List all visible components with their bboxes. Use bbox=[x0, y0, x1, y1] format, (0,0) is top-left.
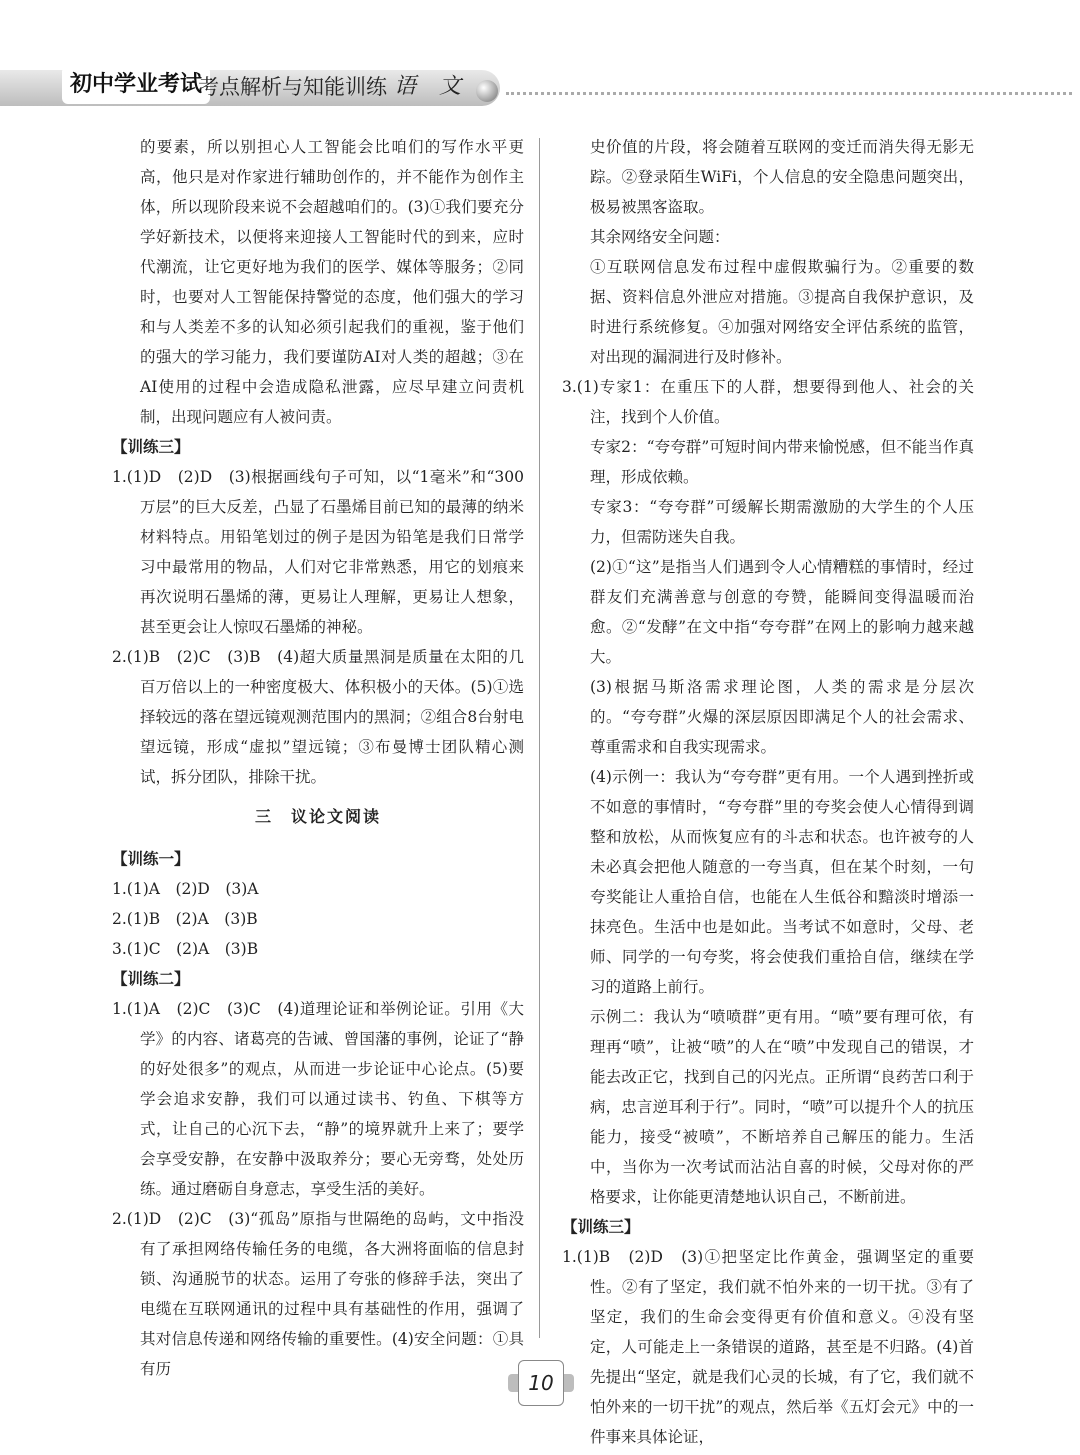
answer-item: 2.(1)D (2)C (3)“孤岛”原指与世隔绝的岛屿，文中指没有了承担网络传输任务的电缆，各大洲将面临的信息封锁、沟通脱节的状态。运用了夸张的修辞手法，突出了电缆在互联网通讯的过程中具有基础性的作用，强调了其对信息传递和网络传输的重要性。(4)安全问题：①具有历 bbox=[112, 1210, 524, 1378]
book-subtitle: 考点解析与知能训练 bbox=[198, 75, 387, 99]
section-heading: 【训练三】 bbox=[112, 438, 190, 456]
paragraph: (4)示例一：我认为“夸夸群”更有用。一个人遇到挫折或不如意的事情时，“夸夸群”里的夸奖会使人心情得到调整和放松，从而恢复应有的斗志和状态。也许被夸的人未必真会把他人随意的一夸当真，但在某个时刻，一句夸奖能让人重拾自信，也能在人生低谷和黯淡时增添一抹亮色。生活中也是如此。当考试不如意时，父母、老师、同学的一句夸奖，将会使我们重拾自信，继续在学习的道路上前行。 bbox=[590, 768, 974, 996]
answer-item: 3.(1)专家1：在重压下的人群，想要得到他人、社会的关注，找到个人价值。 bbox=[562, 378, 974, 426]
answer-item: 1.(1)B (2)D (3)①把坚定比作黄金，强调坚定的重要性。②有了坚定，我们就不怕外来的一切干扰。③有了坚定，我们的生命会变得更有价值和意义。④没有坚定，人可能走上一条错误的道路，甚至是不归路。(4)首先提出“坚定，就是我们心灵的长城，有了它，我们就不怕外来的一切干扰”的观点，然后举《五灯会元》中的一件事来具体论证， bbox=[562, 1248, 974, 1446]
subject-label: 语 文 bbox=[394, 74, 469, 99]
section-heading: 【训练三】 bbox=[562, 1218, 640, 1236]
series-title: 初中学业考试 bbox=[62, 66, 210, 104]
paragraph: 史价值的片段，将会随着互联网的变迁而消失得无影无踪。②登录陌生WiFi，个人信息的安全隐患问题突出，极易被黑客盗取。 bbox=[590, 138, 974, 216]
paragraph: 专家2：“夸夸群”可短时间内带来愉悦感，但不能当作真理，形成依赖。 bbox=[590, 438, 974, 486]
page-header bbox=[0, 62, 1080, 112]
left-column bbox=[112, 132, 524, 1384]
paragraph: 专家3：“夸夸群”可缓解长期需激励的大学生的个人压力，但需防迷失自我。 bbox=[590, 498, 974, 546]
paragraph: (3)根据马斯洛需求理论图，人类的需求是分层次的。“夸夸群”火爆的深层原因即满足个人的社会需求、尊重需求和自我实现需求。 bbox=[590, 678, 974, 756]
answer-item: 3.(1)C (2)A (3)B bbox=[112, 940, 259, 958]
answer-item: 1.(1)A (2)D (3)A bbox=[112, 880, 259, 898]
paragraph: 的要素，所以别担心人工智能会比咱们的写作水平更高，他只是对作家进行辅助创作的，并不能作为创作主体，所以现阶段来说不会超越咱们的。(3)①我们要充分学好新技术，以便将来迎接人工智能时代的到来，应时代潮流，让它更好地为我们的医学、媒体等服务；②同时，也要对人工智能保持警觉的态度，他们强大的学习和与人类差不多的认知必须引起我们的重视，鉴于他们的强大的学习能力，我们要谨防AI对人类的超越；③在AI使用的过程中会造成隐私泄露，应尽早建立问责机制，出现问题应有人被问责。 bbox=[140, 138, 524, 426]
paragraph: 示例二：我认为“喷喷群”更有用。“喷”要有理可依，有理再“喷”，让被“喷”的人在“喷”中发现自己的错误，才能去改正它，找到自己的闪光点。正所谓“良药苦口利于病，忠言逆耳利于行”。同时，“喷”可以提升个人的抗压能力，接受“被喷”，不断培养自己解压的能力。生活中，当你为一次考试而沾沾自喜的时候，父母对你的严格要求，让你能更清楚地认识自己，不断前进。 bbox=[590, 1008, 974, 1206]
section-heading: 【训练一】 bbox=[112, 850, 190, 868]
page-number: 10 bbox=[518, 1360, 564, 1406]
right-column bbox=[562, 132, 974, 1452]
section-heading: 【训练二】 bbox=[112, 970, 190, 988]
answer-item: 1.(1)D (2)D (3)根据画线句子可知，以“1毫米”和“300万层”的巨大反差，凸显了石墨烯目前已知的最薄的纳米材料特点。用铅笔划过的例子是因为铅笔是我们日常学习中最常用的物品，人们对它非常熟悉，用它的划痕来再次说明石墨烯的薄，更易让人理解，更易让人想象，甚至更会让人惊叹石墨烯的神秘。 bbox=[112, 468, 524, 636]
header-dotted-rule bbox=[506, 92, 1072, 95]
chapter-title: 三 议论文阅读 bbox=[254, 807, 381, 826]
answer-item: 1.(1)A (2)C (3)C (4)道理论证和举例论证。引用《大学》的内容、诸葛亮的告诫、曾国藩的事例，论证了“静的好处很多”的观点，从而进一步论证中心论点。(5)要学会追求安静，我们可以通过读书、钓鱼、下棋等方式，让自己的心沉下去，“静”的境界就升上来了；要学会享受安静，在安静中汲取养分；要心无旁骛，处处历练。通过磨砺自身意志，享受生活的美好。 bbox=[112, 1000, 524, 1198]
paragraph: 其余网络安全问题： bbox=[590, 228, 730, 246]
page-number-badge bbox=[508, 1360, 574, 1406]
header-ornament-icon bbox=[476, 80, 498, 102]
answer-item: 2.(1)B (2)C (3)B (4)超大质量黑洞是质量在太阳的几百万倍以上的一种密度极大、体积极小的天体。(5)①选择较远的落在望远镜观测范围内的黑洞；②组合8台射电望远镜，形成“虚拟”望远镜；③布曼博士团队精心测试，拆分团队，排除干扰。 bbox=[112, 648, 524, 786]
paragraph: ①互联网信息发布过程中虚假欺骗行为。②重要的数据、资料信息外泄应对措施。③提高自我保护意识，及时进行系统修复。④加强对网络安全评估系统的监管，对出现的漏洞进行及时修补。 bbox=[590, 258, 974, 366]
answer-item: 2.(1)B (2)A (3)B bbox=[112, 910, 258, 928]
paragraph: (2)①“这”是指当人们遇到令人心情糟糕的事情时，经过群友们充满善意与创意的夸赞，能瞬间变得温暖而治愈。②“发酵”在文中指“夸夸群”在网上的影响力越来越大。 bbox=[590, 558, 974, 666]
column-divider bbox=[539, 138, 540, 1338]
